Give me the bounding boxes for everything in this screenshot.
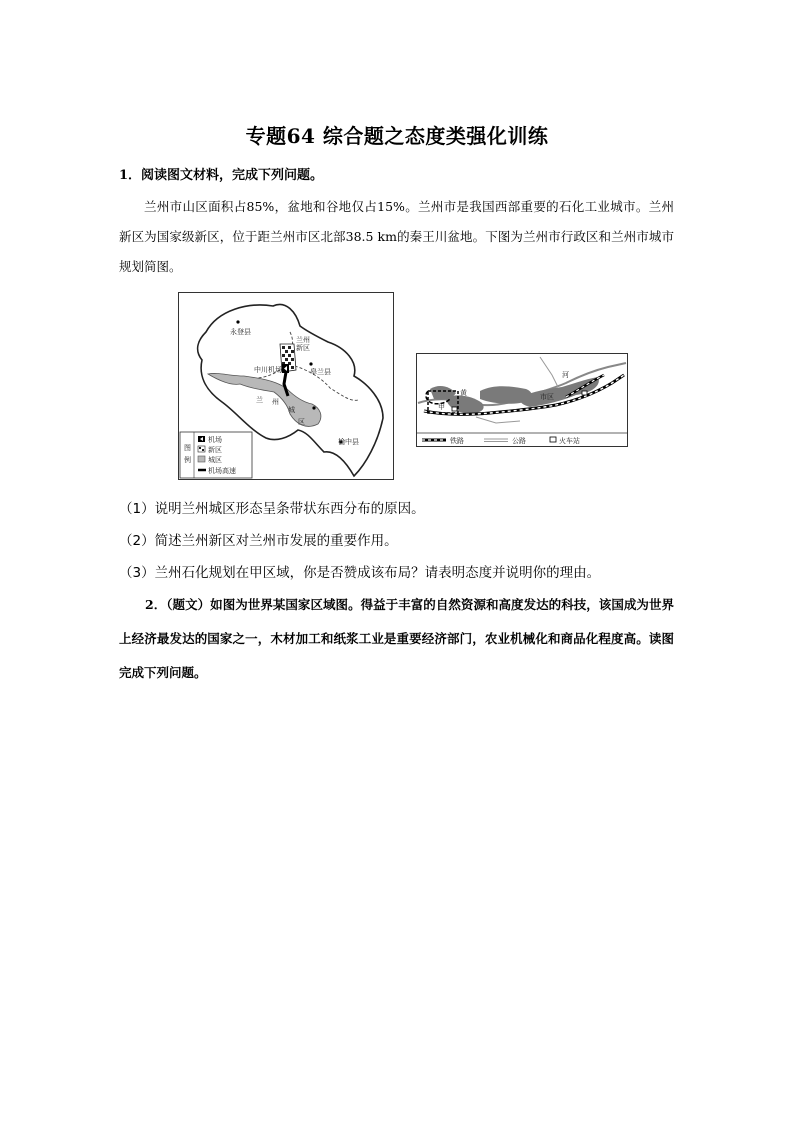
legend-station: 火车站 bbox=[559, 437, 580, 445]
lanzhou-city-plan-map bbox=[416, 353, 628, 447]
legend-highway: 机场高速 bbox=[208, 467, 236, 475]
label-gaolan: 皋兰县 bbox=[310, 368, 331, 376]
legend-urban: 城区 bbox=[208, 456, 222, 464]
label-chengqu-2: 区 bbox=[298, 418, 305, 426]
question-1-sub-2: （2）简述兰州新区对兰州市发展的重要作用。 bbox=[119, 533, 398, 549]
legend-railway: 铁路 bbox=[450, 437, 464, 445]
question-1-sub-1: （1）说明兰州城区形态呈条带状东西分布的原因。 bbox=[119, 501, 425, 517]
label-chengqu-1: 城 bbox=[288, 406, 295, 414]
label-jia: 甲 bbox=[438, 403, 445, 411]
legend-title-2: 例 bbox=[184, 456, 191, 464]
legend-newarea: 新区 bbox=[208, 446, 222, 454]
label-xinqu-1: 兰州 bbox=[296, 336, 310, 344]
label-yongdeng: 永登县 bbox=[230, 328, 251, 336]
question-1-sub-3: （3）兰州石化规划在甲区域，你是否赞成该布局？请表明态度并说明你的理由。 bbox=[119, 565, 601, 581]
legend-road: 公路 bbox=[512, 437, 526, 445]
label-huang: 黄 bbox=[460, 389, 467, 397]
label-xinqu-2: 新区 bbox=[296, 344, 310, 352]
lanzhou-admin-map bbox=[178, 292, 394, 480]
label-shiqu: 市区 bbox=[540, 393, 554, 401]
legend-airport: 机场 bbox=[208, 436, 222, 444]
label-yuzhong: 榆中县 bbox=[338, 438, 359, 446]
legend-title-1: 图 bbox=[184, 444, 191, 452]
question-2-text: 2．（题文）如图为世界某国家区域图。得益于丰富的自然资源和高度发达的科技，该国成为世界上经济最发达的国家之一，木材加工和纸浆工业是重要经济部门，农业机械化和商品化程度高。读图完成下列问题。 bbox=[119, 597, 674, 680]
label-lanzhou-1: 兰 bbox=[256, 396, 263, 404]
label-zhongchuan: 中川机场 bbox=[254, 366, 282, 374]
page-title: 专题64 综合题之态度类强化训练 bbox=[245, 124, 549, 148]
question-1-heading: 1．阅读图文材料，完成下列问题。 bbox=[119, 168, 324, 183]
map1-legend bbox=[180, 432, 252, 478]
question-1-material: 兰州市山区面积占85%，盆地和谷地仅占15%。兰州市是我国西部重要的石化工业城市。兰州新区为国家级新区，位于距兰州市区北部38.5 km的秦王川盆地。下图为兰州市行政区和兰州市城市规划简图。 bbox=[119, 199, 674, 274]
label-he: 河 bbox=[562, 371, 569, 379]
label-lanzhou-2: 州 bbox=[272, 398, 279, 406]
